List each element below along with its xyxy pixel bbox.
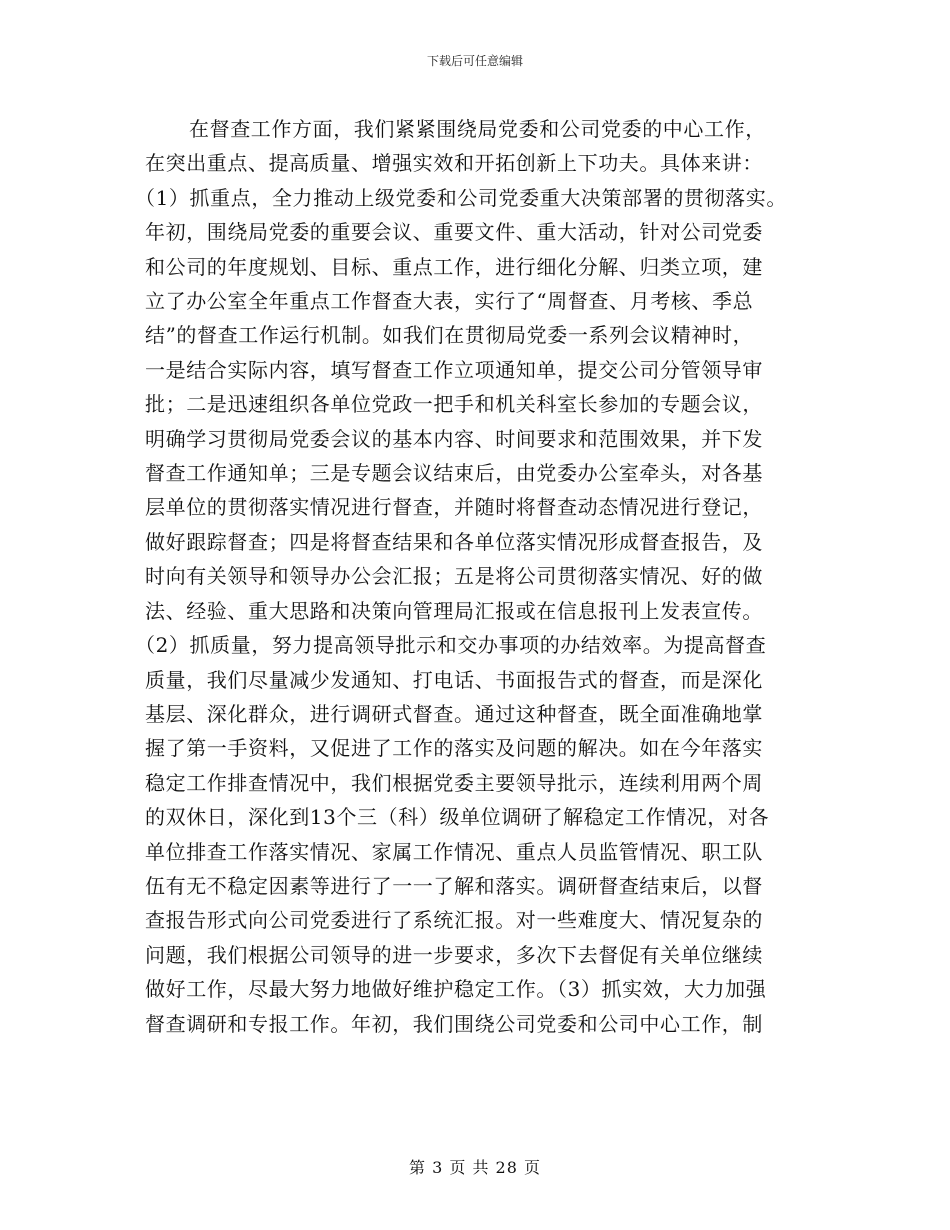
- paragraph-line: 基层、深化群众，进行调研式督查。通过这种督查，既全面准确地掌: [145, 701, 763, 726]
- document-body: [135, 112, 835, 1041]
- paragraph-line: 一是结合实际内容，填写督查工作立项通知单，提交公司分管领导审: [145, 357, 763, 382]
- paragraph-line: 督查调研和专报工作。年初，我们围绕公司党委和公司中心工作，制: [145, 1011, 763, 1036]
- paragraph-line: 查报告形式向公司党委进行了系统汇报。对一些难度大、情况复杂的: [145, 908, 763, 933]
- page-label-suffix: 页: [524, 1158, 542, 1177]
- total-pages-number: 28: [495, 1158, 518, 1177]
- paragraph-line: 和公司的年度规划、目标、重点工作，进行细化分解、归类立项，建: [145, 254, 763, 279]
- paragraph-line: 伍有无不稳定因素等进行了一一了解和落实。调研督查结束后，以督: [145, 873, 763, 898]
- paragraph-line: 做好工作，尽最大努力地做好维护稳定工作。（3）抓实效，大力加强: [145, 977, 767, 1002]
- page-header: 下载后可任意编辑: [426, 54, 523, 68]
- paragraph-line: （2）抓质量，努力提高领导批示和交办事项的办结效率。为提高督查: [135, 633, 767, 658]
- paragraph-line: 结”的督查工作运行机制。如我们在贯彻局党委一系列会议精神时，: [145, 323, 754, 348]
- paragraph-line: 时向有关领导和领导办公会汇报；五是将公司贯彻落实情况、好的做: [145, 564, 763, 589]
- paragraph-line: 明确学习贯彻局党委会议的基本内容、时间要求和范围效果，并下发: [145, 426, 763, 451]
- paragraph-line: 督查工作通知单；三是专题会议结束后，由党委办公室牵头，对各基: [145, 461, 763, 486]
- paragraph-line: 握了第一手资料，又促进了工作的落实及问题的解决。如在今年落实: [145, 736, 763, 761]
- paragraph-line: 在督查工作方面，我们紧紧围绕局党委和公司党委的中心工作，: [189, 117, 766, 141]
- current-page-number: 3: [432, 1158, 444, 1177]
- paragraph-line: 层单位的贯彻落实情况进行督查，并随时将督查动态情况进行登记，: [145, 495, 763, 520]
- page-footer: [0, 1155, 950, 1178]
- paragraph-line: 稳定工作排查情况中，我们根据党委主要领导批示，连续利用两个周: [145, 770, 763, 795]
- page-label-mid: 页 共: [449, 1158, 490, 1177]
- paragraph-line: 法、经验、重大思路和决策向管理局汇报或在信息报刊上发表宣传。: [145, 598, 763, 623]
- paragraph-line: 的双休日，深化到13个三（科）级单位调研了解稳定工作情况，对各: [145, 805, 770, 830]
- paragraph-line: 单位排查工作落实情况、家属工作情况、重点人员监管情况、职工队: [145, 839, 763, 864]
- paragraph-line: （1）抓重点，全力推动上级党委和公司党委重大决策部署的贯彻落实。: [135, 185, 787, 210]
- paragraph-line: 问题，我们根据公司领导的进一步要求，多次下去督促有关单位继续: [145, 942, 763, 967]
- paragraph-line: 做好跟踪督查；四是将督查结果和各单位落实情况形成督查报告，及: [145, 529, 763, 554]
- page-label-prefix: 第: [408, 1158, 426, 1177]
- paragraph-line: 年初，围绕局党委的重要会议、重要文件、重大活动，针对公司党委: [145, 220, 763, 245]
- paragraph-line: 在突出重点、提高质量、增强实效和开拓创新上下功夫。具体来讲：: [145, 151, 763, 176]
- paragraph-line: 立了办公室全年重点工作督查大表，实行了“周督查、月考核、季总: [145, 289, 754, 314]
- paragraph-line: 质量，我们尽量减少发通知、打电话、书面报告式的督查，而是深化: [145, 667, 763, 692]
- paragraph-line: 批；二是迅速组织各单位党政一把手和机关科室长参加的专题会议，: [145, 392, 763, 417]
